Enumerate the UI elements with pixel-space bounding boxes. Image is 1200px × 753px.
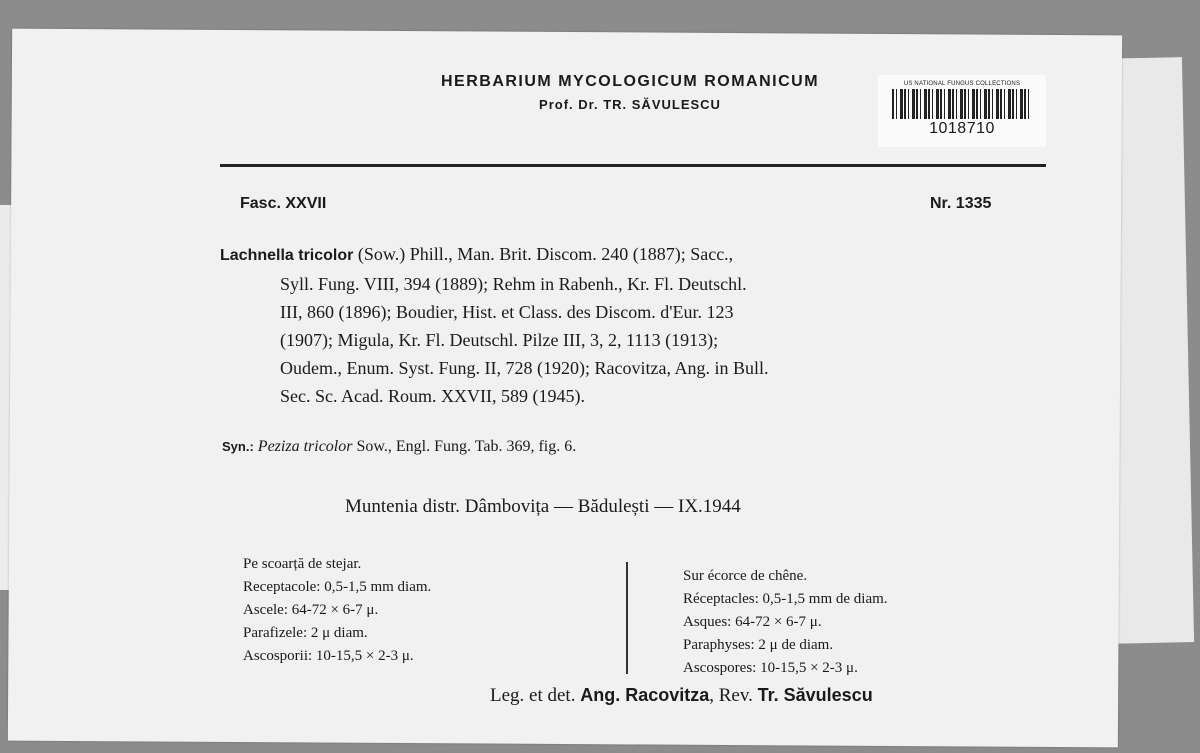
collection-locality: Muntenia distr. Dâmbovița — Bădulești — IX.1944 [345, 496, 741, 517]
synonym-reference: Sow., Engl. Fung. Tab. 369, fig. 6. [352, 438, 577, 455]
collector-line [490, 685, 873, 707]
barcode-number: 1018710 [929, 120, 995, 137]
barcode-caption: US NATIONAL FUNGUS COLLECTIONS [903, 81, 1021, 87]
description-line: Sur écorce de chêne. [683, 568, 808, 584]
description-line: Ascospores: 10-15,5 × 2-3 μ. [683, 660, 858, 676]
description-line: Réceptacles: 0,5-1,5 mm de diam. [683, 591, 888, 607]
citation-line: (1907); Migula, Kr. Fl. Deutschl. Pilze III, 3, 2, 1113 (1913); [280, 330, 719, 350]
reviewer-name: Tr. Săvulescu [757, 685, 873, 705]
label-header [380, 73, 880, 112]
citation-line: Sec. Sc. Acad. Roum. XXVII, 589 (1945). [280, 386, 585, 406]
header-divider [220, 164, 1046, 167]
description-french [683, 565, 888, 680]
synonym-label: Syn.: [222, 439, 254, 454]
reviewer-prefix: , Rev. [709, 685, 753, 706]
citation-line: Syll. Fung. VIII, 394 (1889); Rehm in Rabenh., Kr. Fl. Deutschl. [280, 274, 747, 294]
citation-line: Oudem., Enum. Syst. Fung. II, 728 (1920); Racovitza, Ang. in Bull. [280, 358, 769, 378]
description-line: Receptacole: 0,5-1,5 mm diam. [243, 579, 432, 595]
citation-line: III, 860 (1896); Boudier, Hist. et Class. des Discom. d'Eur. 123 [280, 302, 734, 322]
herbarium-title: HERBARIUM MYCOLOGICUM ROMANICUM [440, 73, 820, 90]
description-line: Ascosporii: 10-15,5 × 2-3 μ. [243, 648, 414, 664]
barcode-sticker [878, 75, 1046, 147]
description-line: Ascele: 64-72 × 6-7 μ. [243, 602, 379, 618]
column-divider [626, 562, 628, 674]
synonym-line [222, 438, 576, 456]
collector-name: Ang. Racovitza [580, 685, 710, 705]
description-line: Paraphyses: 2 μ de diam. [683, 637, 834, 653]
citation-text: (Sow.) Phill., Man. Brit. Discom. 240 (1887); Sacc., [353, 244, 734, 264]
collector-prefix: Leg. et det. [490, 685, 576, 706]
citation-line [220, 240, 1060, 270]
barcode-icon [892, 89, 1032, 119]
description-line: Parafizele: 2 μ diam. [243, 625, 368, 641]
fascicle-label: Fasc. XXVII [240, 195, 327, 212]
species-name: Lachnella tricolor [220, 247, 354, 264]
description-romanian [243, 553, 431, 668]
synonym-name: Peziza tricolor [257, 438, 353, 455]
professor-name: Prof. Dr. TR. SĂVULESCU [539, 97, 721, 112]
specimen-number: Nr. 1335 [930, 195, 992, 212]
taxonomic-citation [220, 240, 1060, 410]
description-line: Asques: 64-72 × 6-7 μ. [683, 614, 822, 630]
description-line: Pe scoarță de stejar. [243, 556, 362, 572]
